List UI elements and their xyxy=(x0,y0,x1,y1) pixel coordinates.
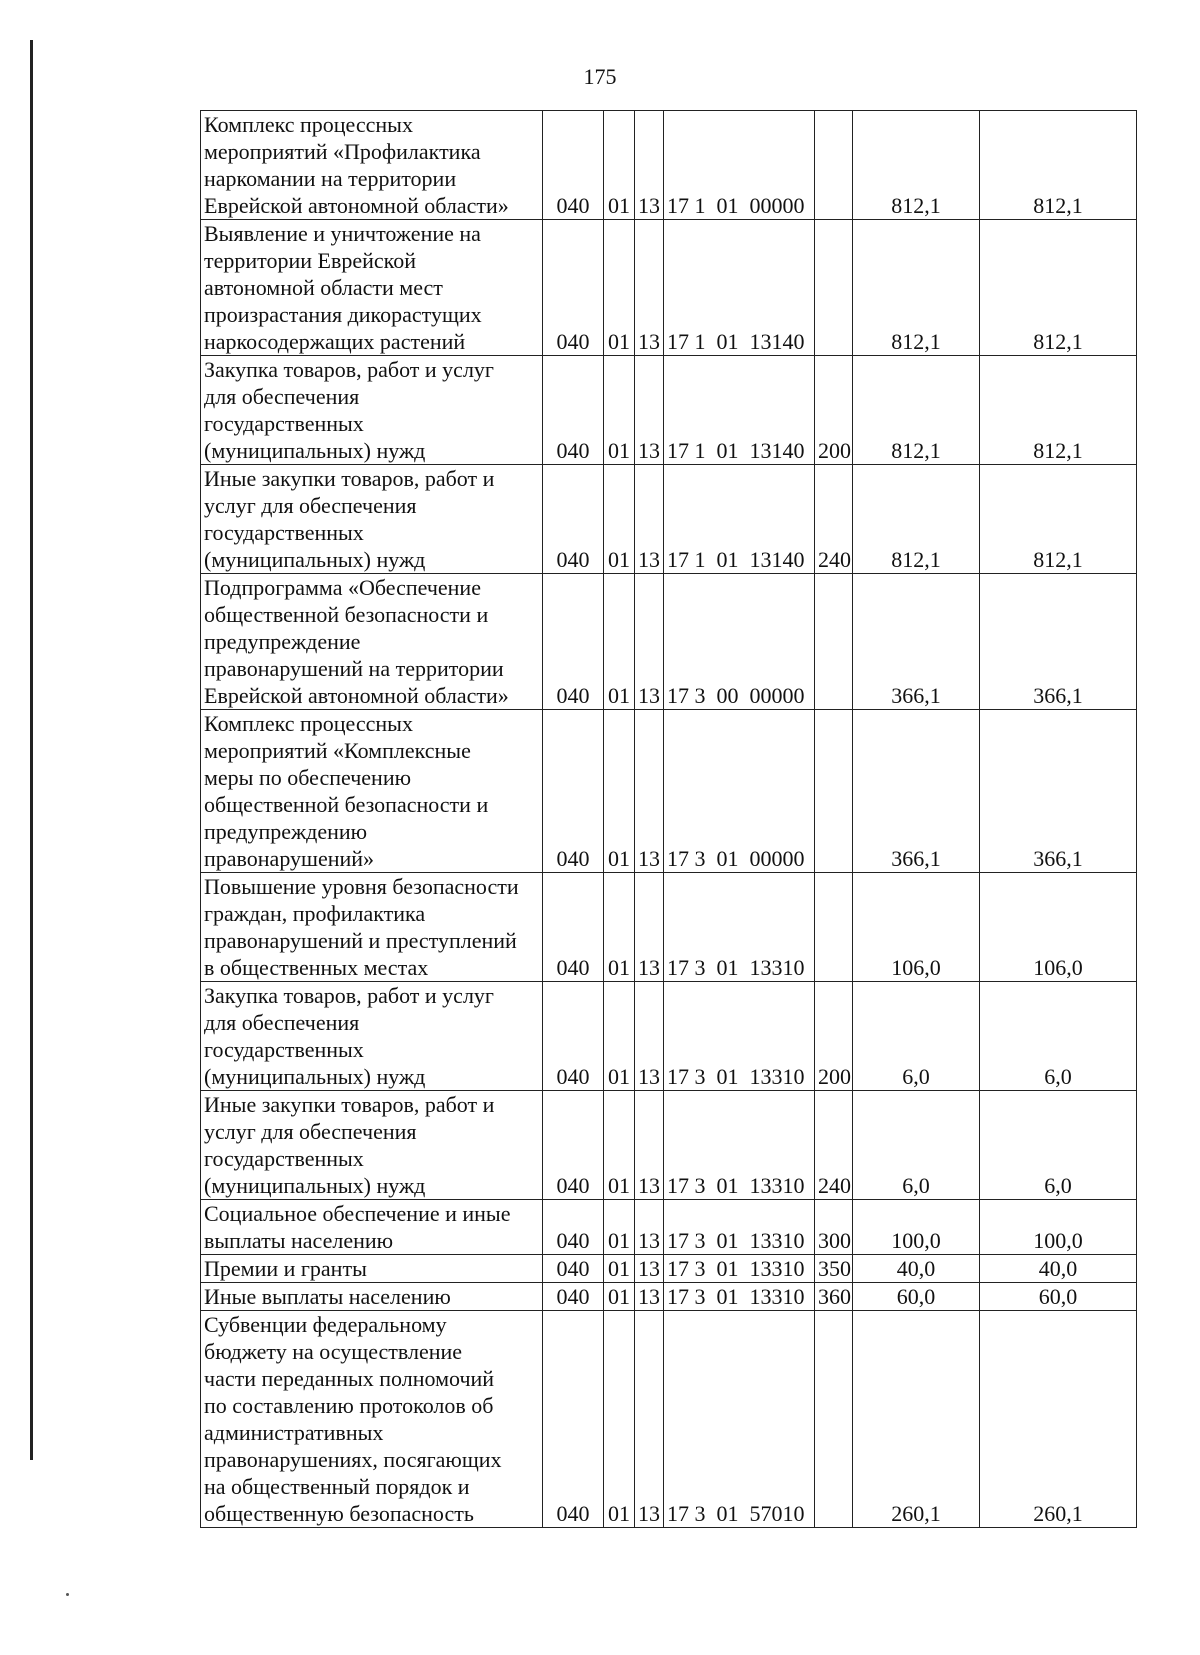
budget-table-body xyxy=(201,111,1137,1528)
row-sum-1-cell: 60,0 xyxy=(853,1283,980,1311)
row-name-cell: Субвенции федеральному бюджету на осуществление части переданных полномочий по составлению протоколов об административных правонарушениях, посягающих на общественный порядок и общественную безопасность xyxy=(201,1311,543,1528)
row-vr-code-cell: 200 xyxy=(815,356,853,465)
row-pr-code-cell: 13 xyxy=(635,574,664,710)
row-vr-code-cell: 300 xyxy=(815,1200,853,1255)
row-sum-2-cell: 812,1 xyxy=(980,465,1137,574)
row-name-cell: Комплекс процессных мероприятий «Комплексные меры по обеспечению общественной безопасности и предупреждению правонарушений» xyxy=(201,710,543,873)
row-sum-1-cell: 6,0 xyxy=(853,1091,980,1200)
row-csr-code-cell: 17 3 01 13310 xyxy=(664,1283,815,1311)
scan-speck xyxy=(66,1593,69,1596)
row-name-cell: Иные закупки товаров, работ и услуг для обеспечения государственных (муниципальных) нужд xyxy=(201,1091,543,1200)
row-sum-2-cell: 100,0 xyxy=(980,1200,1137,1255)
row-gr-code-cell: 040 xyxy=(543,982,604,1091)
row-vr-code-cell xyxy=(815,1311,853,1528)
row-sum-2-cell: 106,0 xyxy=(980,873,1137,982)
row-gr-code-cell: 040 xyxy=(543,1200,604,1255)
row-csr-code-cell: 17 3 01 13310 xyxy=(664,1200,815,1255)
table-row xyxy=(201,1311,1137,1528)
row-sum-1-cell: 6,0 xyxy=(853,982,980,1091)
row-pr-code-cell: 13 xyxy=(635,873,664,982)
row-gr-code-cell: 040 xyxy=(543,465,604,574)
row-rz-code-cell: 01 xyxy=(604,982,635,1091)
row-rz-code-cell: 01 xyxy=(604,1283,635,1311)
row-sum-2-cell: 366,1 xyxy=(980,710,1137,873)
row-gr-code-cell: 040 xyxy=(543,220,604,356)
row-rz-code-cell: 01 xyxy=(604,873,635,982)
table-row xyxy=(201,465,1137,574)
row-name-cell: Подпрограмма «Обеспечение общественной безопасности и предупреждение правонарушений на территории Еврейской автономной области» xyxy=(201,574,543,710)
row-sum-2-cell: 6,0 xyxy=(980,982,1137,1091)
row-sum-1-cell: 366,1 xyxy=(853,574,980,710)
row-sum-1-cell: 100,0 xyxy=(853,1200,980,1255)
row-rz-code-cell: 01 xyxy=(604,1200,635,1255)
row-gr-code-cell: 040 xyxy=(543,111,604,220)
row-csr-code-cell: 17 3 01 13310 xyxy=(664,873,815,982)
row-rz-code-cell: 01 xyxy=(604,220,635,356)
row-vr-code-cell: 240 xyxy=(815,1091,853,1200)
row-gr-code-cell: 040 xyxy=(543,356,604,465)
row-name-cell: Повышение уровня безопасности граждан, профилактика правонарушений и преступлений в общественных местах xyxy=(201,873,543,982)
table-row xyxy=(201,1200,1137,1255)
row-pr-code-cell: 13 xyxy=(635,982,664,1091)
row-sum-2-cell: 40,0 xyxy=(980,1255,1137,1283)
row-csr-code-cell: 17 3 01 57010 xyxy=(664,1311,815,1528)
page-number: 175 xyxy=(583,64,617,89)
table-row xyxy=(201,220,1137,356)
row-csr-code-cell: 17 3 01 13310 xyxy=(664,1255,815,1283)
row-csr-code-cell: 17 3 01 13310 xyxy=(664,1091,815,1200)
row-sum-1-cell: 812,1 xyxy=(853,220,980,356)
row-sum-2-cell: 6,0 xyxy=(980,1091,1137,1200)
table-row xyxy=(201,356,1137,465)
table-row xyxy=(201,1255,1137,1283)
row-vr-code-cell xyxy=(815,111,853,220)
row-csr-code-cell: 17 3 00 00000 xyxy=(664,574,815,710)
row-rz-code-cell: 01 xyxy=(604,710,635,873)
row-sum-2-cell: 812,1 xyxy=(980,220,1137,356)
row-sum-2-cell: 366,1 xyxy=(980,574,1137,710)
table-row xyxy=(201,574,1137,710)
row-pr-code-cell: 13 xyxy=(635,1200,664,1255)
row-name-cell: Выявление и уничтожение на территории Еврейской автономной области мест произрастания дикорастущих наркосодержащих растений xyxy=(201,220,543,356)
row-rz-code-cell: 01 xyxy=(604,356,635,465)
row-sum-2-cell: 812,1 xyxy=(980,111,1137,220)
row-sum-1-cell: 366,1 xyxy=(853,710,980,873)
row-gr-code-cell: 040 xyxy=(543,1311,604,1528)
row-sum-1-cell: 812,1 xyxy=(853,356,980,465)
row-pr-code-cell: 13 xyxy=(635,1311,664,1528)
row-sum-2-cell: 812,1 xyxy=(980,356,1137,465)
row-rz-code-cell: 01 xyxy=(604,1091,635,1200)
row-vr-code-cell xyxy=(815,710,853,873)
row-pr-code-cell: 13 xyxy=(635,465,664,574)
row-name-cell: Иные закупки товаров, работ и услуг для обеспечения государственных (муниципальных) нужд xyxy=(201,465,543,574)
row-pr-code-cell: 13 xyxy=(635,1283,664,1311)
row-name-cell: Премии и гранты xyxy=(201,1255,543,1283)
row-sum-2-cell: 60,0 xyxy=(980,1283,1137,1311)
row-sum-1-cell: 260,1 xyxy=(853,1311,980,1528)
row-name-cell: Закупка товаров, работ и услуг для обеспечения государственных (муниципальных) нужд xyxy=(201,982,543,1091)
row-gr-code-cell: 040 xyxy=(543,1283,604,1311)
table-row xyxy=(201,1091,1137,1200)
budget-table xyxy=(200,110,1137,1528)
row-pr-code-cell: 13 xyxy=(635,356,664,465)
row-csr-code-cell: 17 3 01 00000 xyxy=(664,710,815,873)
row-rz-code-cell: 01 xyxy=(604,1255,635,1283)
row-rz-code-cell: 01 xyxy=(604,111,635,220)
table-row xyxy=(201,873,1137,982)
row-csr-code-cell: 17 1 01 13140 xyxy=(664,356,815,465)
row-vr-code-cell: 360 xyxy=(815,1283,853,1311)
row-name-cell: Комплекс процессных мероприятий «Профилактика наркомании на территории Еврейской автономной области» xyxy=(201,111,543,220)
table-row xyxy=(201,710,1137,873)
row-sum-1-cell: 40,0 xyxy=(853,1255,980,1283)
row-name-cell: Социальное обеспечение и иные выплаты населению xyxy=(201,1200,543,1255)
row-name-cell: Закупка товаров, работ и услуг для обеспечения государственных (муниципальных) нужд xyxy=(201,356,543,465)
row-rz-code-cell: 01 xyxy=(604,574,635,710)
row-gr-code-cell: 040 xyxy=(543,1255,604,1283)
table-row xyxy=(201,111,1137,220)
row-sum-1-cell: 812,1 xyxy=(853,465,980,574)
row-csr-code-cell: 17 1 01 00000 xyxy=(664,111,815,220)
row-sum-2-cell: 260,1 xyxy=(980,1311,1137,1528)
row-name-cell: Иные выплаты населению xyxy=(201,1283,543,1311)
row-sum-1-cell: 812,1 xyxy=(853,111,980,220)
row-sum-1-cell: 106,0 xyxy=(853,873,980,982)
row-gr-code-cell: 040 xyxy=(543,574,604,710)
row-vr-code-cell xyxy=(815,220,853,356)
row-gr-code-cell: 040 xyxy=(543,1091,604,1200)
row-vr-code-cell xyxy=(815,873,853,982)
row-vr-code-cell: 350 xyxy=(815,1255,853,1283)
row-vr-code-cell xyxy=(815,574,853,710)
row-vr-code-cell: 200 xyxy=(815,982,853,1091)
row-vr-code-cell: 240 xyxy=(815,465,853,574)
row-pr-code-cell: 13 xyxy=(635,111,664,220)
binding-edge-line xyxy=(30,40,33,1460)
row-pr-code-cell: 13 xyxy=(635,220,664,356)
row-gr-code-cell: 040 xyxy=(543,873,604,982)
row-rz-code-cell: 01 xyxy=(604,465,635,574)
row-rz-code-cell: 01 xyxy=(604,1311,635,1528)
row-pr-code-cell: 13 xyxy=(635,710,664,873)
row-csr-code-cell: 17 1 01 13140 xyxy=(664,465,815,574)
table-row xyxy=(201,1283,1137,1311)
table-row xyxy=(201,982,1137,1091)
row-gr-code-cell: 040 xyxy=(543,710,604,873)
row-pr-code-cell: 13 xyxy=(635,1255,664,1283)
row-pr-code-cell: 13 xyxy=(635,1091,664,1200)
row-csr-code-cell: 17 1 01 13140 xyxy=(664,220,815,356)
row-csr-code-cell: 17 3 01 13310 xyxy=(664,982,815,1091)
